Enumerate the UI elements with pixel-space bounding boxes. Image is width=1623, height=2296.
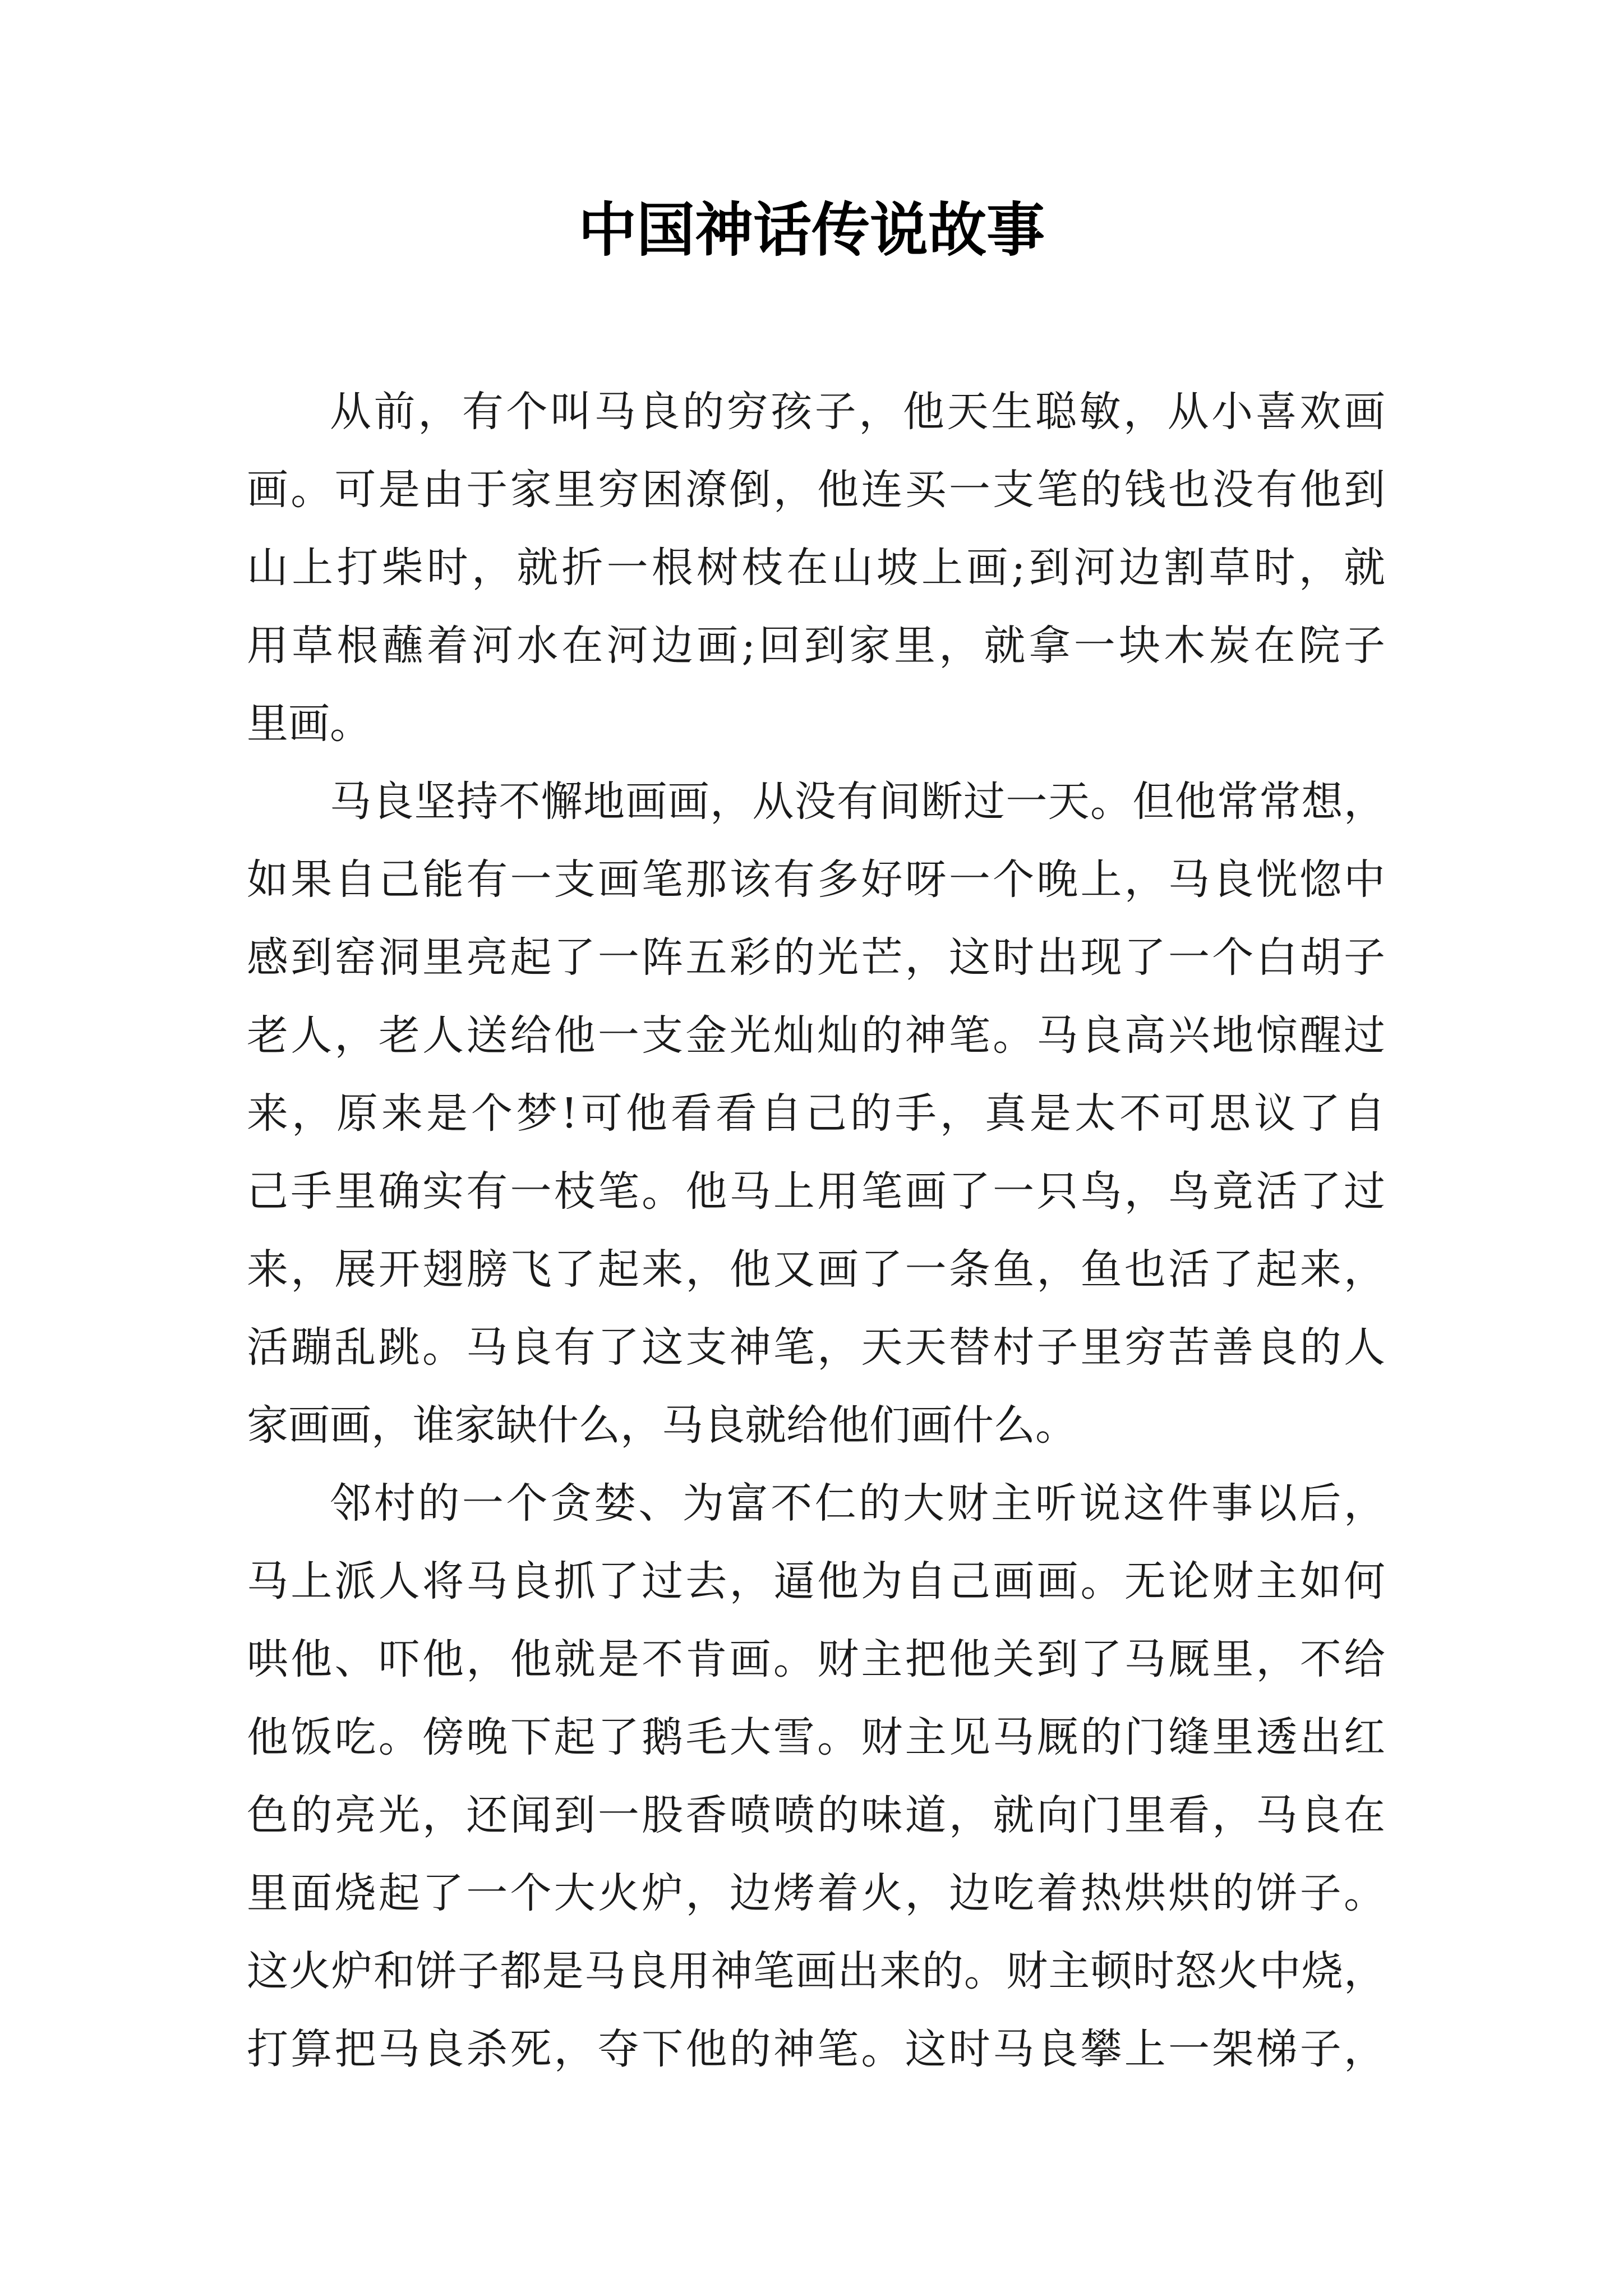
text-line: 打算把马良杀死，夺下他的神笔。这时马良攀上一架梯子， xyxy=(247,2025,1385,2073)
text-line: 如果自己能有一支画笔那该有多好呀一个晚上，马良恍惚中 xyxy=(247,855,1385,904)
text-line: 马上派人将马良抓了过去，逼他为自己画画。无论财主如何 xyxy=(247,1557,1385,1605)
text-line: 这火炉和饼子都是马良用神笔画出来的。财主顿时怒火中烧， xyxy=(247,1947,1385,1995)
text-line: 里面烧起了一个大火炉，边烤着火，边吃着热烘烘的饼子。 xyxy=(247,1869,1385,1917)
paragraph-1 xyxy=(247,373,1385,763)
text-line: 山上打柴时，就折一根树枝在山坡上画;到河边割草时，就 xyxy=(247,544,1385,592)
text-line: 己手里确实有一枝笔。他马上用笔画了一只鸟，鸟竟活了过 xyxy=(247,1167,1385,1216)
text-line: 色的亮光，还闻到一股香喷喷的味道，就向门里看，马良在 xyxy=(247,1791,1385,1839)
text-line: 哄他、吓他，他就是不肯画。财主把他关到了马厩里，不给 xyxy=(247,1635,1385,1683)
text-line: 来，原来是个梦!可他看看自己的手，真是太不可思议了自 xyxy=(247,1089,1385,1138)
text-line: 他饭吃。傍晚下起了鹅毛大雪。财主见马厩的门缝里透出红 xyxy=(247,1713,1385,1761)
text-line: 感到窑洞里亮起了一阵五彩的光芒，这时出现了一个白胡子 xyxy=(247,933,1385,982)
paragraph-3 xyxy=(247,1465,1385,2088)
text-line: 画。可是由于家里穷困潦倒，他连买一支笔的钱也没有他到 xyxy=(247,466,1385,514)
text-line: 从前，有个叫马良的穷孩子，他天生聪敏，从小喜欢画 xyxy=(330,388,1385,436)
document-body xyxy=(247,373,1385,2088)
text-line: 老人，老人送给他一支金光灿灿的神笔。马良高兴地惊醒过 xyxy=(247,1011,1385,1060)
text-line: 家画画，谁家缺什么，马良就给他们画什么。 xyxy=(247,1401,1077,1450)
text-line: 活蹦乱跳。马良有了这支神笔，天天替村子里穷苦善良的人 xyxy=(247,1323,1385,1372)
paragraph-2 xyxy=(247,763,1385,1465)
document-title: 中国神话传说故事 xyxy=(578,195,1045,264)
text-line: 邻村的一个贪婪、为富不仁的大财主听说这件事以后， xyxy=(330,1479,1385,1527)
text-line: 用草根蘸着河水在河边画;回到家里，就拿一块木炭在院子 xyxy=(247,622,1385,670)
text-line: 来，展开翅膀飞了起来，他又画了一条鱼，鱼也活了起来， xyxy=(247,1245,1385,1294)
text-line: 马良坚持不懈地画画，从没有间断过一天。但他常常想， xyxy=(330,777,1385,826)
text-line: 里画。 xyxy=(247,700,371,748)
